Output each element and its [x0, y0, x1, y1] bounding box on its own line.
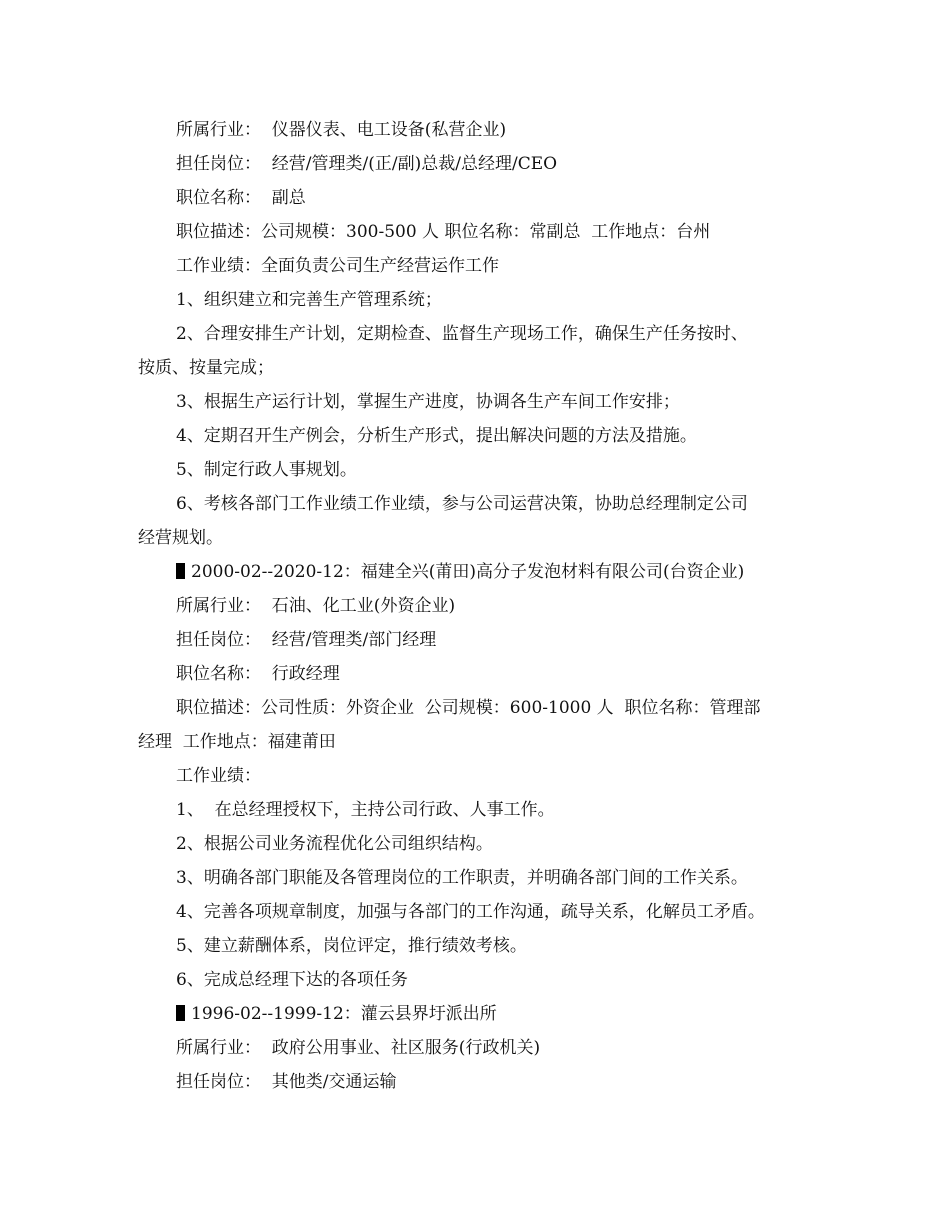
- duty-item-6-cont: 经营规划。: [138, 528, 223, 548]
- bullet-marker: [176, 1005, 185, 1021]
- industry-line-2: 所属行业： 石油、化工业(外资企业): [176, 596, 456, 616]
- duty2-item-4: 4、完善各项规章制度，加强与各部门的工作沟通，疏导关系，化解员工矛盾。: [176, 902, 765, 922]
- position-line-1: 担任岗位： 经营/管理类/(正/副)总裁/总经理/CEO: [176, 154, 558, 174]
- duty2-item-2: 2、根据公司业务流程优化公司组织结构。: [176, 834, 493, 854]
- duty-item-3: 3、根据生产运行计划，掌握生产进度，协调各生产车间工作安排；: [176, 392, 680, 412]
- duty2-item-1: 1、 在总经理授权下，主持公司行政、人事工作。: [176, 800, 555, 820]
- performance-line-1: 工作业绩：全面负责公司生产经营运作工作: [176, 256, 499, 276]
- duty-item-2: 2、合理安排生产计划，定期检查、监督生产现场工作，确保生产任务按时、: [176, 324, 748, 344]
- position-line-3: 担任岗位： 其他类/交通运输: [176, 1072, 397, 1092]
- description-line-1: 职位描述：公司规模：300-500 人 职位名称：常副总 工作地点：台州: [176, 222, 711, 242]
- duty2-item-6: 6、完成总经理下达的各项任务: [176, 970, 408, 990]
- duty2-item-5: 5、建立薪酬体系，岗位评定，推行绩效考核。: [176, 936, 527, 956]
- duty-item-1: 1、组织建立和完善生产管理系统；: [176, 290, 442, 310]
- job-header-3-text: 1996-02--1999-12：灌云县界圩派出所: [191, 1004, 497, 1024]
- position-line-2: 担任岗位： 经营/管理类/部门经理: [176, 630, 437, 650]
- performance-line-2: 工作业绩：: [176, 766, 261, 786]
- title-line-1: 职位名称： 副总: [176, 188, 306, 208]
- duty-item-5: 5、制定行政人事规划。: [176, 460, 357, 480]
- bullet-marker: [176, 563, 185, 579]
- description-line-2-cont: 经理 工作地点：福建莆田: [138, 732, 336, 752]
- title-line-2: 职位名称： 行政经理: [176, 664, 340, 684]
- job-header-2-text: 2000-02--2020-12：福建全兴(莆田)高分子发泡材料有限公司(台资企业): [191, 562, 745, 582]
- duty-item-2-cont: 按质、按量完成；: [138, 358, 274, 378]
- job-header-3: [176, 1002, 497, 1026]
- job-header-2: [176, 560, 744, 584]
- industry-line-1: 所属行业： 仪器仪表、电工设备(私营企业): [176, 120, 507, 140]
- duty-item-6: 6、考核各部门工作业绩工作业绩，参与公司运营决策，协助总经理制定公司: [176, 494, 748, 514]
- duty2-item-3: 3、明确各部门职能及各管理岗位的工作职责，并明确各部门间的工作关系。: [176, 868, 748, 888]
- industry-line-3: 所属行业： 政府公用事业、社区服务(行政机关): [176, 1038, 541, 1058]
- duty-item-4: 4、定期召开生产例会，分析生产形式，提出解决问题的方法及措施。: [176, 426, 697, 446]
- description-line-2: 职位描述：公司性质：外资企业 公司规模：600-1000 人 职位名称：管理部: [176, 698, 761, 718]
